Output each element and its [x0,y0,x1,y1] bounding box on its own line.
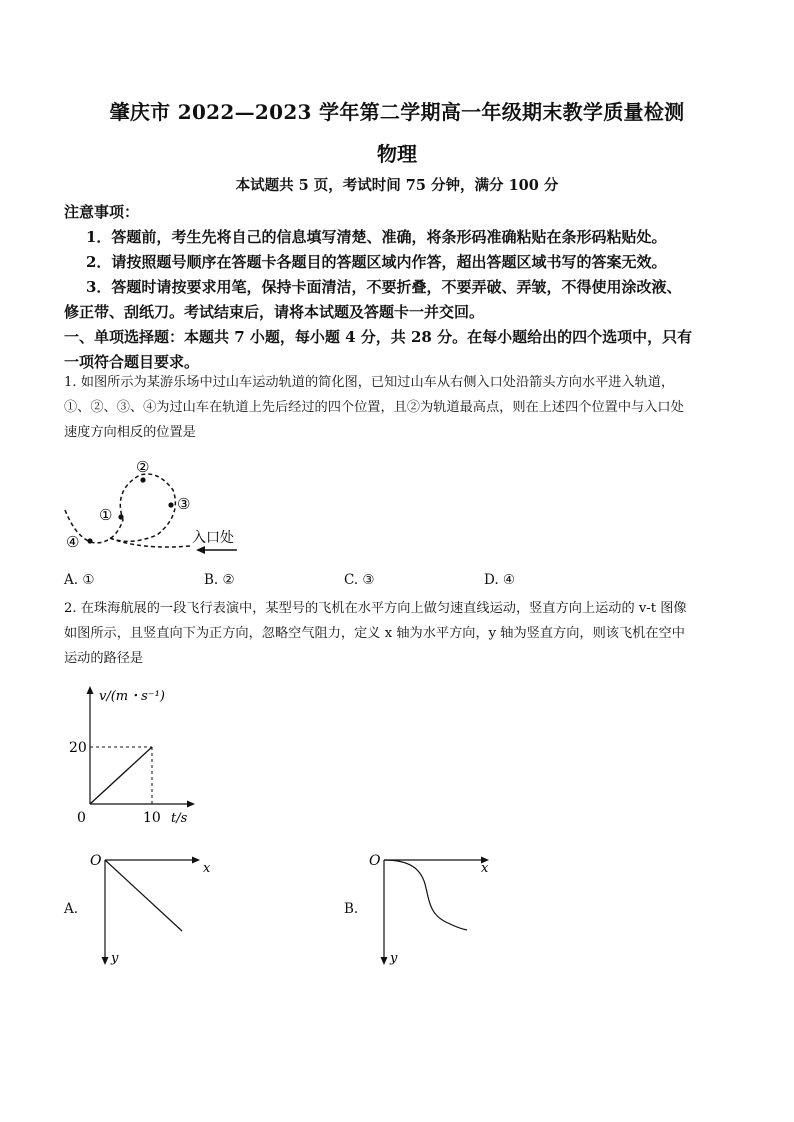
q2-line-2: 如图所示，且竖直向下为正方向，忽略空气阻力，定义 x 轴为水平方向，y 轴为竖直方向，则该飞机在空中 [64,626,685,641]
section-heading-line1: 一、单项选择题：本题共 7 小题，每小题 4 分，共 28 分。在每小题给出的四个选项中，只有 [64,328,693,346]
notice-block [64,200,734,375]
b-x-label: x [481,861,489,876]
b-origin-label: O [369,853,381,869]
label-point-1: ① [99,506,113,524]
label-point-2: ② [136,458,150,476]
q2-option-a-graph[interactable] [85,848,225,973]
q2-option-a-label[interactable]: A. [64,901,79,917]
point-3-dot [168,502,173,507]
q1-option-b[interactable]: B. ② [204,572,235,588]
roller-coaster-figure [55,450,255,565]
q2-option-b-label[interactable]: B. [344,901,359,917]
vt-y-tick-label: 20 [69,740,87,756]
notice-item-3: 3．答题时请按要求用笔，保持卡面清洁，不要折叠，不要弄破、弄皱，不得使用涂改液、 [86,278,682,296]
b-y-label: y [390,951,398,966]
vt-x-tick-label: 10 [143,810,161,826]
q1-line-2: ①、②、③、④为过山车在轨道上先后经过的四个位置，且②为轨道最高点，则在上述四个位置中与入口处 [64,400,684,415]
notice-item-1: 1．答题前，考生先将自己的信息填写清楚、准确，将条形码准确粘贴在条形码粘贴处。 [86,228,667,246]
q1-line-1: 1. 如图所示为某游乐场中过山车运动轨道的简化图，已知过山车从右侧入口处沿箭头方向水平进入轨道， [64,375,675,390]
q2-option-b-graph[interactable] [364,848,504,973]
vt-origin-label: 0 [77,810,86,826]
track-path [65,474,175,543]
entrance-label: 入口处 [192,530,234,546]
notice-heading: 注意事项： [64,203,140,221]
question-2-text [64,596,734,671]
q1-line-3: 速度方向相反的位置是 [64,425,196,440]
vt-ylabel: v/(m・s⁻¹) [99,689,165,704]
a-path-line [105,860,182,931]
point-2-dot [140,477,145,482]
q1-option-a[interactable]: A. ① [64,572,95,588]
point-1-dot [118,514,123,519]
vt-x-arrow [187,801,195,808]
question-1-text [64,370,734,445]
a-origin-label: O [90,853,102,869]
notice-item-3-cont: 修正带、刮纸刀。考试结束后，请将本试题及答题卡一并交回。 [64,303,485,321]
vt-series-line [90,747,152,804]
exam-title: 肇庆市 2022—2023 学年第二学期高一年级期末教学质量检测 [109,100,685,124]
subject-title: 物理 [377,142,417,166]
vt-graph [55,680,215,830]
q2-line-1: 2. 在珠海航展的一段飞行表演中，某型号的飞机在水平方向上做匀速直线运动，竖直方向上运动的 v-t 图像 [64,601,687,616]
entrance-arrow-head [196,546,205,554]
vt-xlabel: t/s [171,811,188,826]
a-x-label: x [203,861,211,876]
notice-item-2: 2．请按照题号顺序在答题卡各题目的答题区域内作答，超出答题区域书写的答案无效。 [86,253,667,271]
q1-option-d[interactable]: D. ④ [484,572,516,588]
a-y-arrow [102,957,109,965]
label-point-4: ④ [66,533,80,551]
label-point-3: ③ [177,495,191,513]
section-heading-line2: 一项符合题目要求。 [64,353,200,371]
a-x-arrow [192,857,200,864]
vt-y-arrow [87,686,94,694]
point-4-dot [87,538,92,543]
track-entry-path [110,538,190,547]
q2-line-3: 运动的路径是 [64,651,144,666]
b-path-curve [384,860,467,930]
a-y-label: y [111,951,119,966]
q1-option-c[interactable]: C. ③ [344,572,375,588]
exam-info: 本试题共 5 页，考试时间 75 分钟，满分 100 分 [235,177,559,194]
b-y-arrow [381,957,388,965]
